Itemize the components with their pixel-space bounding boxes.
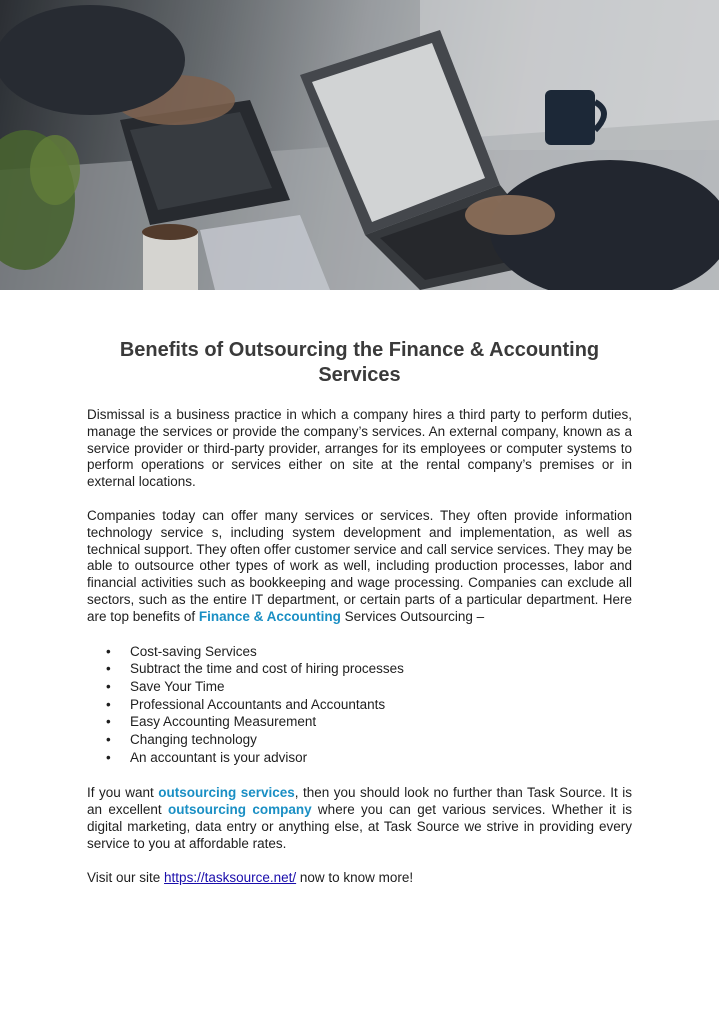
list-item (87, 660, 632, 678)
bullet-icon: • (106, 643, 111, 659)
paragraph-visit (87, 870, 632, 887)
article (87, 338, 632, 886)
hero-photo (0, 0, 719, 290)
bullet-icon: • (106, 661, 111, 677)
paragraph-services-text: Companies today can offer many services or services. They often provide information technology service s, including system development and implementation, as well as technical support. They often offer customer service and call service services. They may be able to outsource other types of work as well, including production processes, labor and financial activities such as bookkeeping and wage processing. Companies can exclude all sectors, such as the entire IT department, or certain parts of a particular department. Here are top benefits of (87, 507, 632, 624)
bullet-icon: • (106, 678, 111, 694)
list-item (87, 643, 632, 661)
list-item-label: Easy Accounting Measurement (130, 714, 317, 730)
visit-text-end: now to know more! (296, 869, 414, 885)
paragraph-task-source-text: If you want (87, 785, 159, 801)
list-item (87, 696, 632, 714)
list-item-label: Subtract the time and cost of hiring processes (130, 661, 404, 677)
list-item (87, 678, 632, 696)
outsourcing-services-link[interactable]: outsourcing services (158, 785, 295, 801)
paragraph-task-source-end: where you can get various services. Whether it is digital marketing, data entry or anything else, at Task Source we strive in providing every service to you at affordable rates. (87, 802, 632, 851)
paragraph-task-source-middle: , then you should look no further than Task Source. It is an excellent (87, 785, 632, 818)
outsourcing-company-link[interactable]: outsourcing company (167, 802, 312, 818)
list-item (87, 749, 632, 767)
paragraph-task-source (87, 785, 632, 852)
list-item-label: Cost-saving Services (130, 643, 257, 659)
paragraph-intro: Dismissal is a business practice in which a company hires a third party to perform duties, manage the services or provide the company’s services. An external company, known as a service provider or third-party provider, arranges for its employees or computer systems to perform operations or services either on site at the rental company’s premises or in external locations. (87, 407, 632, 490)
list-item (87, 731, 632, 749)
list-item-label: Professional Accountants and Accountants (130, 696, 386, 712)
list-item (87, 713, 632, 731)
finance-accounting-highlight: Finance & Accounting (198, 608, 341, 624)
paragraph-services (87, 508, 632, 626)
bullet-icon: • (106, 732, 111, 748)
list-item-label: Changing technology (130, 732, 257, 748)
tasksource-link[interactable]: https://tasksource.net/ (164, 869, 297, 885)
bullet-icon: • (106, 749, 111, 765)
list-item-label: An accountant is your advisor (130, 749, 308, 765)
visit-text: Visit our site (87, 869, 165, 885)
list-item-label: Save Your Time (130, 678, 225, 694)
benefits-list (87, 643, 632, 767)
page-title: Benefits of Outsourcing the Finance & Accounting Services (119, 339, 600, 386)
paragraph-services-end: Services Outsourcing – (340, 608, 485, 624)
bullet-icon: • (106, 714, 111, 730)
office-laptop-photo (0, 0, 719, 290)
bullet-icon: • (106, 696, 111, 712)
